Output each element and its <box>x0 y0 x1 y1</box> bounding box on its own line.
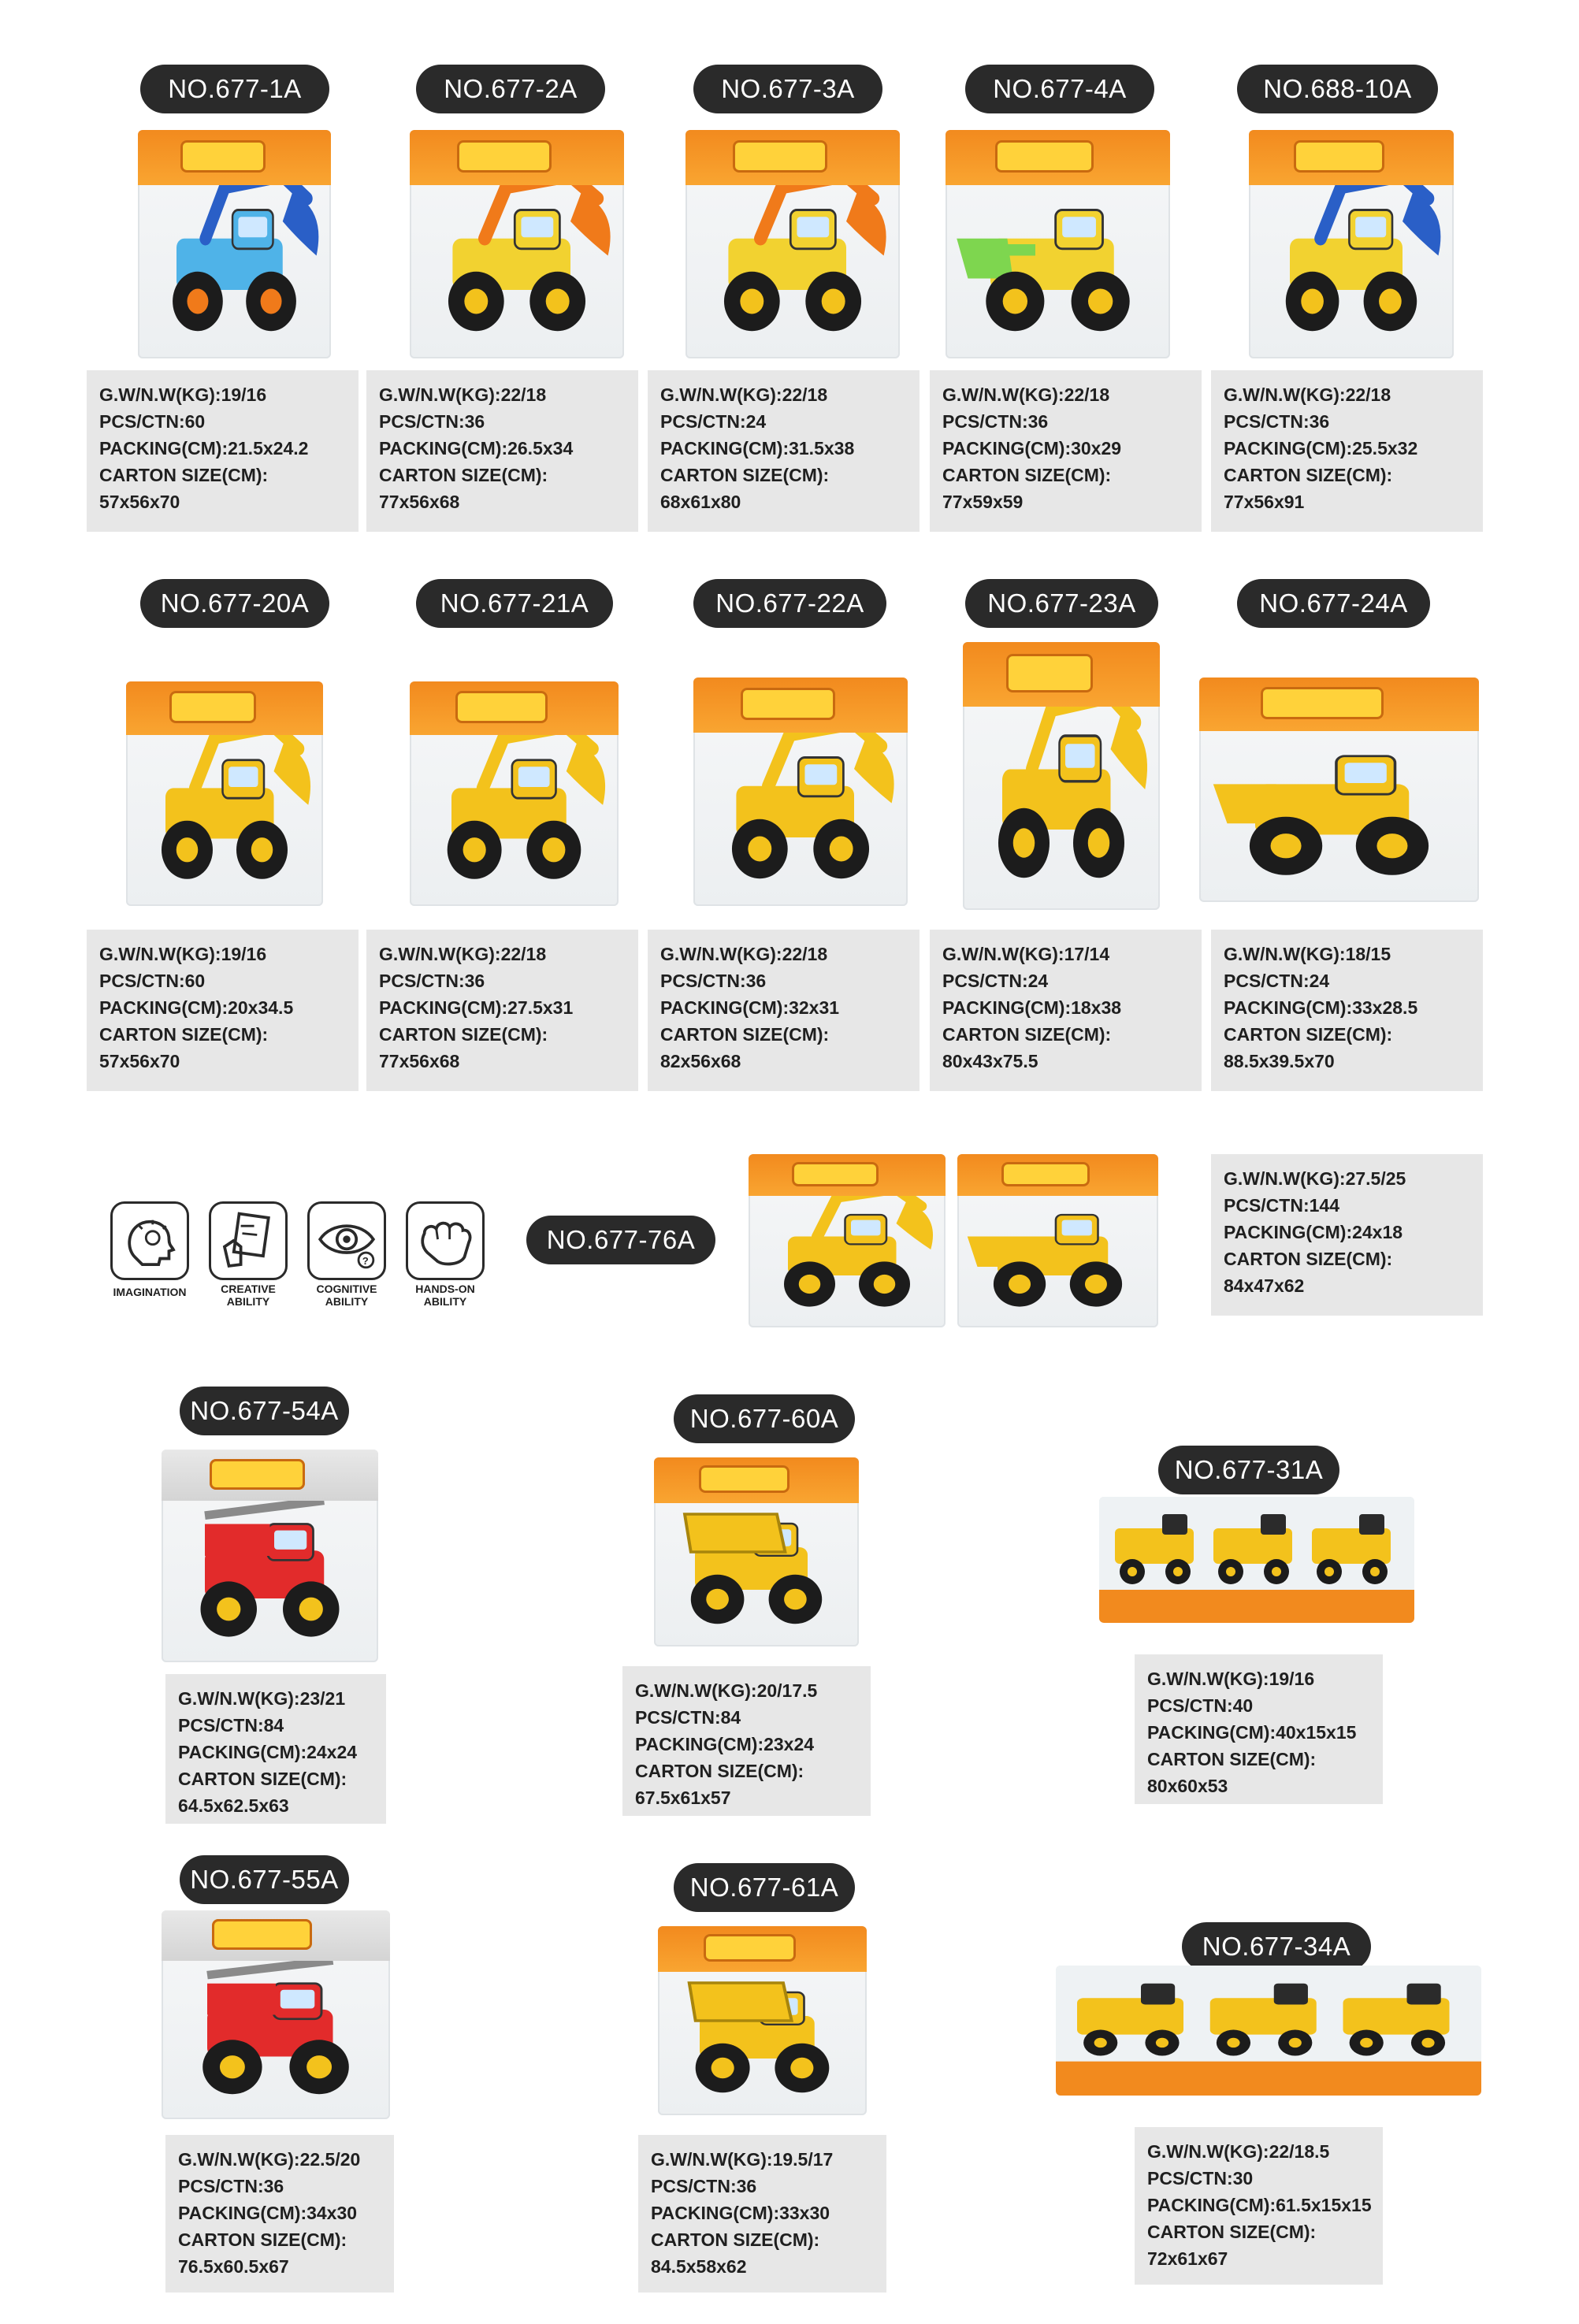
spec-line-carton-dim: 84.5x58x62 <box>651 2256 747 2277</box>
spec-line-packing: PACKING(CM):18x38 <box>942 997 1122 1018</box>
spec-line-packing: PACKING(CM):33x30 <box>651 2203 830 2223</box>
spec-line-pcs: PCS/CTN:24 <box>942 971 1049 991</box>
product-photo <box>410 681 619 906</box>
product-code-label: NO.677-55A <box>180 1855 349 1904</box>
spec-line-carton: CARTON SIZE(CM): <box>651 2229 820 2250</box>
brand-logo <box>455 691 548 723</box>
spec-line-gw: G.W/N.W(KG):22/18 <box>942 384 1110 405</box>
spec-line-carton: CARTON SIZE(CM): <box>660 465 830 485</box>
spec-line-carton-dim: 72x61x67 <box>1147 2248 1228 2269</box>
product-specs-box <box>1211 930 1483 1091</box>
product-code-label: NO.677-22A <box>693 579 886 628</box>
product-photo <box>685 130 900 358</box>
product-code-label: NO.677-3A <box>693 65 882 113</box>
imagination-icon-box <box>110 1201 189 1280</box>
spec-line-carton-dim: 67.5x61x57 <box>635 1788 731 1808</box>
spec-line-carton-dim: 84x47x62 <box>1224 1275 1305 1296</box>
brand-logo <box>210 1459 305 1490</box>
feature-label-hands-on: HANDS-ON ABILITY <box>415 1283 475 1308</box>
spec-line-carton: CARTON SIZE(CM): <box>99 1024 269 1045</box>
spec-line-packing: PACKING(CM):40x15x15 <box>1147 1722 1357 1743</box>
product-photo <box>963 642 1160 910</box>
spec-line-carton: CARTON SIZE(CM): <box>942 1024 1112 1045</box>
product-code-label: NO.677-54A <box>180 1387 349 1435</box>
product-code-label: NO.677-1A <box>140 65 329 113</box>
product-photo <box>693 678 908 906</box>
brand-logo <box>169 691 256 723</box>
spec-line-carton: CARTON SIZE(CM): <box>1147 2222 1317 2242</box>
spec-line-carton: CARTON SIZE(CM): <box>635 1761 804 1781</box>
spec-line-carton: CARTON SIZE(CM): <box>942 465 1112 485</box>
package-header-card <box>162 1450 378 1501</box>
spec-line-pcs: PCS/CTN:84 <box>178 1715 284 1736</box>
product-photo <box>126 681 323 906</box>
brand-logo <box>733 140 827 173</box>
product-specs-box <box>638 2135 886 2292</box>
product-specs-box <box>1211 370 1483 532</box>
spec-line-packing: PACKING(CM):34x30 <box>178 2203 358 2223</box>
package-header-card <box>693 678 908 733</box>
product-specs-box <box>1135 2127 1383 2285</box>
package-header-card <box>946 130 1170 185</box>
product-photo <box>946 130 1170 358</box>
product-photo <box>658 1926 867 2115</box>
package-header-card <box>654 1457 859 1503</box>
product-specs-box <box>87 370 359 532</box>
product-photo <box>162 1910 390 2119</box>
product-specs-box <box>366 930 638 1091</box>
spec-line-gw: G.W/N.W(KG):18/15 <box>1224 944 1391 964</box>
spec-line-pcs: PCS/CTN:36 <box>942 411 1049 432</box>
eye-question-icon <box>310 1204 384 1278</box>
package-header-card <box>1249 130 1454 185</box>
spec-line-gw: G.W/N.W(KG):22/18 <box>379 384 547 405</box>
spec-line-packing: PACKING(CM):21.5x24.2 <box>99 438 309 458</box>
product-photo <box>162 1450 378 1662</box>
package-header-card <box>1199 678 1479 731</box>
brand-logo <box>699 1465 789 1493</box>
spec-line-gw: G.W/N.W(KG):19.5/17 <box>651 2149 834 2170</box>
spec-line-carton-dim: 77x56x68 <box>379 492 460 512</box>
product-specs-box <box>648 370 920 532</box>
spec-line-carton-dim: 77x56x91 <box>1224 492 1305 512</box>
spec-line-gw: G.W/N.W(KG):19/16 <box>99 944 267 964</box>
spec-line-carton: CARTON SIZE(CM): <box>99 465 269 485</box>
package-header-card <box>138 130 331 185</box>
spec-line-carton: CARTON SIZE(CM): <box>178 2229 347 2250</box>
brand-logo <box>1001 1162 1090 1187</box>
spec-line-packing: PACKING(CM):61.5x15x15 <box>1147 2195 1372 2215</box>
hands-on-icon-box <box>406 1201 485 1280</box>
product-code-label: NO.677-61A <box>674 1863 855 1912</box>
product-specs-box <box>930 930 1202 1091</box>
product-code-label: NO.677-20A <box>140 579 329 628</box>
spec-line-carton: CARTON SIZE(CM): <box>660 1024 830 1045</box>
toy-set-icon <box>1056 1966 1481 2096</box>
fist-icon <box>408 1204 482 1278</box>
product-code-label: NO.677-34A <box>1182 1922 1371 1971</box>
spec-line-pcs: PCS/CTN:36 <box>178 2176 284 2196</box>
product-photo <box>1056 1966 1481 2096</box>
spec-line-packing: PACKING(CM):27.5x31 <box>379 997 574 1018</box>
spec-line-packing: PACKING(CM):23x24 <box>635 1734 815 1754</box>
feature-label-cognitive: COGNITIVE ABILITY <box>316 1283 377 1308</box>
product-specs-box <box>165 2135 394 2292</box>
product-code-label: NO.677-24A <box>1237 579 1430 628</box>
spec-line-packing: PACKING(CM):32x31 <box>660 997 840 1018</box>
brand-logo <box>180 140 266 173</box>
feature-label-creative: CREATIVE ABILITY <box>221 1283 276 1308</box>
spec-line-carton-dim: 77x59x59 <box>942 492 1024 512</box>
product-photo <box>1099 1497 1414 1623</box>
product-specs-box <box>366 370 638 532</box>
package-header-card <box>685 130 900 185</box>
spec-line-gw: G.W/N.W(KG):20/17.5 <box>635 1680 818 1701</box>
cognitive-icon-box <box>307 1201 386 1280</box>
brand-logo <box>457 140 552 173</box>
spec-line-carton: CARTON SIZE(CM): <box>1224 1024 1393 1045</box>
spec-line-carton-dim: 77x56x68 <box>379 1051 460 1071</box>
spec-line-carton-dim: 76.5x60.5x67 <box>178 2256 289 2277</box>
package-header-card <box>126 681 323 735</box>
product-code-label: NO.677-4A <box>965 65 1154 113</box>
spec-line-pcs: PCS/CTN:60 <box>99 971 206 991</box>
spec-line-carton-dim: 57x56x70 <box>99 492 180 512</box>
product-photo <box>1249 130 1454 358</box>
toy-set-icon <box>1099 1497 1414 1623</box>
spec-line-carton-dim: 82x56x68 <box>660 1051 741 1071</box>
product-photo <box>410 130 624 358</box>
spec-line-gw: G.W/N.W(KG):22/18 <box>660 944 828 964</box>
spec-line-pcs: PCS/CTN:36 <box>379 971 485 991</box>
brand-logo <box>1006 654 1093 692</box>
spec-line-gw: G.W/N.W(KG):17/14 <box>942 944 1110 964</box>
spec-line-packing: PACKING(CM):26.5x34 <box>379 438 574 458</box>
brand-logo <box>1261 687 1384 719</box>
product-specs-box <box>1135 1654 1383 1804</box>
creative-icon-box <box>209 1201 288 1280</box>
spec-line-pcs: PCS/CTN:60 <box>99 411 206 432</box>
spec-line-gw: G.W/N.W(KG):27.5/25 <box>1224 1168 1406 1189</box>
spec-line-carton: CARTON SIZE(CM): <box>1224 465 1393 485</box>
spec-line-pcs: PCS/CTN:36 <box>379 411 485 432</box>
spec-line-carton-dim: 88.5x39.5x70 <box>1224 1051 1335 1071</box>
spec-line-pcs: PCS/CTN:24 <box>1224 971 1330 991</box>
spec-line-gw: G.W/N.W(KG):19/16 <box>1147 1669 1315 1689</box>
product-code-label: NO.677-60A <box>674 1394 855 1443</box>
spec-line-gw: G.W/N.W(KG):22/18.5 <box>1147 2141 1330 2162</box>
spec-line-pcs: PCS/CTN:84 <box>635 1707 741 1728</box>
spec-line-pcs: PCS/CTN:30 <box>1147 2168 1254 2188</box>
brand-logo <box>995 140 1094 173</box>
product-specs-box <box>165 1674 386 1824</box>
product-code-label: NO.677-31A <box>1158 1446 1339 1494</box>
spec-line-packing: PACKING(CM):33x28.5 <box>1224 997 1418 1018</box>
product-code-label: NO.688-10A <box>1237 65 1438 113</box>
spec-line-gw: G.W/N.W(KG):22/18 <box>660 384 828 405</box>
svg-text:?: ? <box>362 1255 369 1268</box>
spec-line-packing: PACKING(CM):30x29 <box>942 438 1122 458</box>
spec-line-pcs: PCS/CTN:36 <box>660 971 767 991</box>
package-header-card <box>963 642 1160 707</box>
spec-line-packing: PACKING(CM):25.5x32 <box>1224 438 1418 458</box>
spec-line-carton-dim: 68x61x80 <box>660 492 741 512</box>
spec-line-carton-dim: 64.5x62.5x63 <box>178 1795 289 1816</box>
product-photo <box>749 1154 946 1327</box>
feature-label-imagination: IMAGINATION <box>113 1286 187 1298</box>
hand-draw-icon <box>211 1204 285 1278</box>
product-photo <box>138 130 331 358</box>
product-code-label: NO.677-21A <box>416 579 613 628</box>
product-photo <box>654 1457 859 1646</box>
spec-line-gw: G.W/N.W(KG):23/21 <box>178 1688 346 1709</box>
brand-logo <box>212 1919 313 1949</box>
spec-line-gw: G.W/N.W(KG):22.5/20 <box>178 2149 361 2170</box>
brand-logo <box>792 1162 879 1187</box>
package-header-card <box>410 681 619 735</box>
spec-line-gw: G.W/N.W(KG):22/18 <box>1224 384 1391 405</box>
spec-line-carton: CARTON SIZE(CM): <box>1147 1749 1317 1769</box>
package-header-card <box>410 130 624 185</box>
spec-line-packing: PACKING(CM):24x18 <box>1224 1222 1403 1242</box>
spec-line-carton-dim: 80x43x75.5 <box>942 1051 1038 1071</box>
product-specs-box <box>930 370 1202 532</box>
spec-line-pcs: PCS/CTN:24 <box>660 411 767 432</box>
spec-line-carton-dim: 57x56x70 <box>99 1051 180 1071</box>
product-specs-box <box>1211 1154 1483 1316</box>
spec-line-pcs: PCS/CTN:36 <box>1224 411 1330 432</box>
head-idea-icon <box>113 1204 187 1278</box>
spec-line-packing: PACKING(CM):31.5x38 <box>660 438 855 458</box>
spec-line-carton: CARTON SIZE(CM): <box>178 1769 347 1789</box>
spec-line-packing: PACKING(CM):20x34.5 <box>99 997 294 1018</box>
spec-line-carton: CARTON SIZE(CM): <box>1224 1249 1393 1269</box>
product-photo <box>1199 678 1479 902</box>
product-specs-box <box>622 1666 871 1816</box>
package-header-card <box>749 1154 946 1196</box>
spec-line-carton-dim: 80x60x53 <box>1147 1776 1228 1796</box>
spec-line-pcs: PCS/CTN:36 <box>651 2176 757 2196</box>
package-header-card <box>162 1910 390 1961</box>
brand-logo <box>741 688 835 721</box>
product-code-label: NO.677-23A <box>965 579 1158 628</box>
product-code-label: NO.677-76A <box>526 1216 715 1264</box>
spec-line-pcs: PCS/CTN:40 <box>1147 1695 1254 1716</box>
package-header-card <box>658 1926 867 1972</box>
brand-logo <box>704 1934 796 1962</box>
product-code-label: NO.677-2A <box>416 65 605 113</box>
product-specs-box <box>648 930 920 1091</box>
spec-line-pcs: PCS/CTN:144 <box>1224 1195 1339 1216</box>
package-header-card <box>957 1154 1158 1196</box>
spec-line-gw: G.W/N.W(KG):22/18 <box>379 944 547 964</box>
product-specs-box <box>87 930 359 1091</box>
spec-line-carton: CARTON SIZE(CM): <box>379 1024 548 1045</box>
spec-line-carton: CARTON SIZE(CM): <box>379 465 548 485</box>
brand-logo <box>1294 140 1384 173</box>
product-photo-secondary <box>957 1154 1158 1327</box>
spec-line-packing: PACKING(CM):24x24 <box>178 1742 358 1762</box>
spec-line-gw: G.W/N.W(KG):19/16 <box>99 384 267 405</box>
